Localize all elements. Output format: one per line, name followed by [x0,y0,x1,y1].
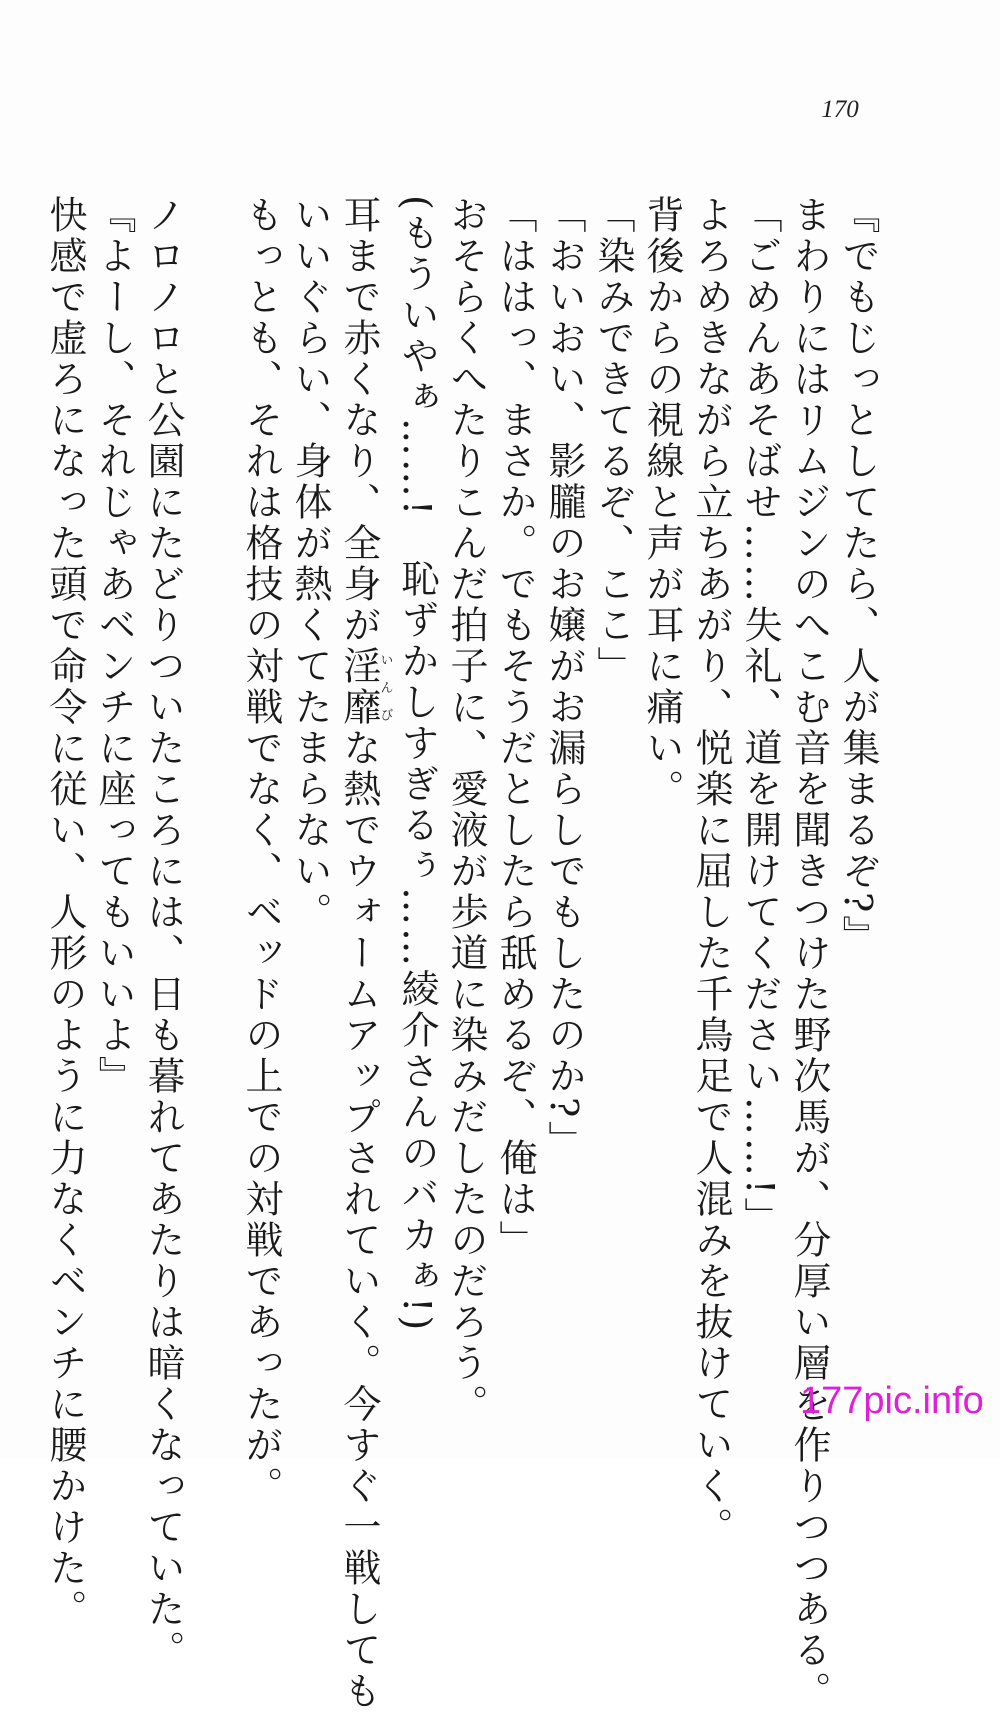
page-number: 170 [821,96,859,123]
ruby-base: 淫靡 [337,646,381,728]
text-line: 「ははっ、まさか。でもそうだとしたら舐めるぞ、俺は」 [493,195,537,1261]
text-line: 背後からの視線と声が耳に痛い。 [640,195,684,810]
text-line: よろめきながら立ちあがり、悦楽に屈した千鳥足で人混みを抜けていく。 [689,195,733,1548]
watermark: 177pic.info [800,1380,984,1422]
text-line: 『よーし、それじゃあベンチに座ってもいいよ』 [92,195,136,1097]
text-line: ノロノロと公園にたどりついたころには、日も暮れてあたりは暗くなっていた。 [141,195,185,1671]
text-segment: な熱でウォームアップされていく。今すぐ一戦しても [337,728,381,1712]
text-segment: 耳まで赤くなり、全身が [337,195,381,646]
text-line-with-ruby [334,195,393,1712]
text-line: 「染みできてるぞ、ここ」 [591,195,635,687]
text-line: いいぐらい、身体が熱くてたまらない。 [288,195,332,933]
novel-text-body [40,195,882,1712]
text-line: まわりにはリムジンのへこむ音を聞きつけた野次馬が、分厚い層を作りつつある。 [787,195,831,1712]
text-line: 「おいおい、影朧のお嬢がお漏らしでもしたのか?」 [542,195,586,1162]
text-line: 「ごめんあそばせ……失礼、道を開けてください……!」 [738,195,782,1239]
text-line: (もういやぁ……! 恥ずかしすぎるぅ……綾介さんのバカぁ!) [395,195,439,1334]
ruby-word [337,646,393,728]
text-line: おそらくへたりこんだ拍子に、愛液が歩道に染みだしたのだろう。 [444,195,488,1425]
text-line: もっとも、それは格技の対戦でなく、ベッドの上での対戦であったが。 [239,195,283,1507]
ruby-reading: いんび [377,646,393,728]
section-break [187,195,236,1315]
text-line: 『でもじっとしてたら、人が集まるぞ?』 [836,195,880,957]
text-line: 快感で虚ろになった頭で命令に従い、人形のように力なくベンチに腰かけた。 [43,195,87,1630]
